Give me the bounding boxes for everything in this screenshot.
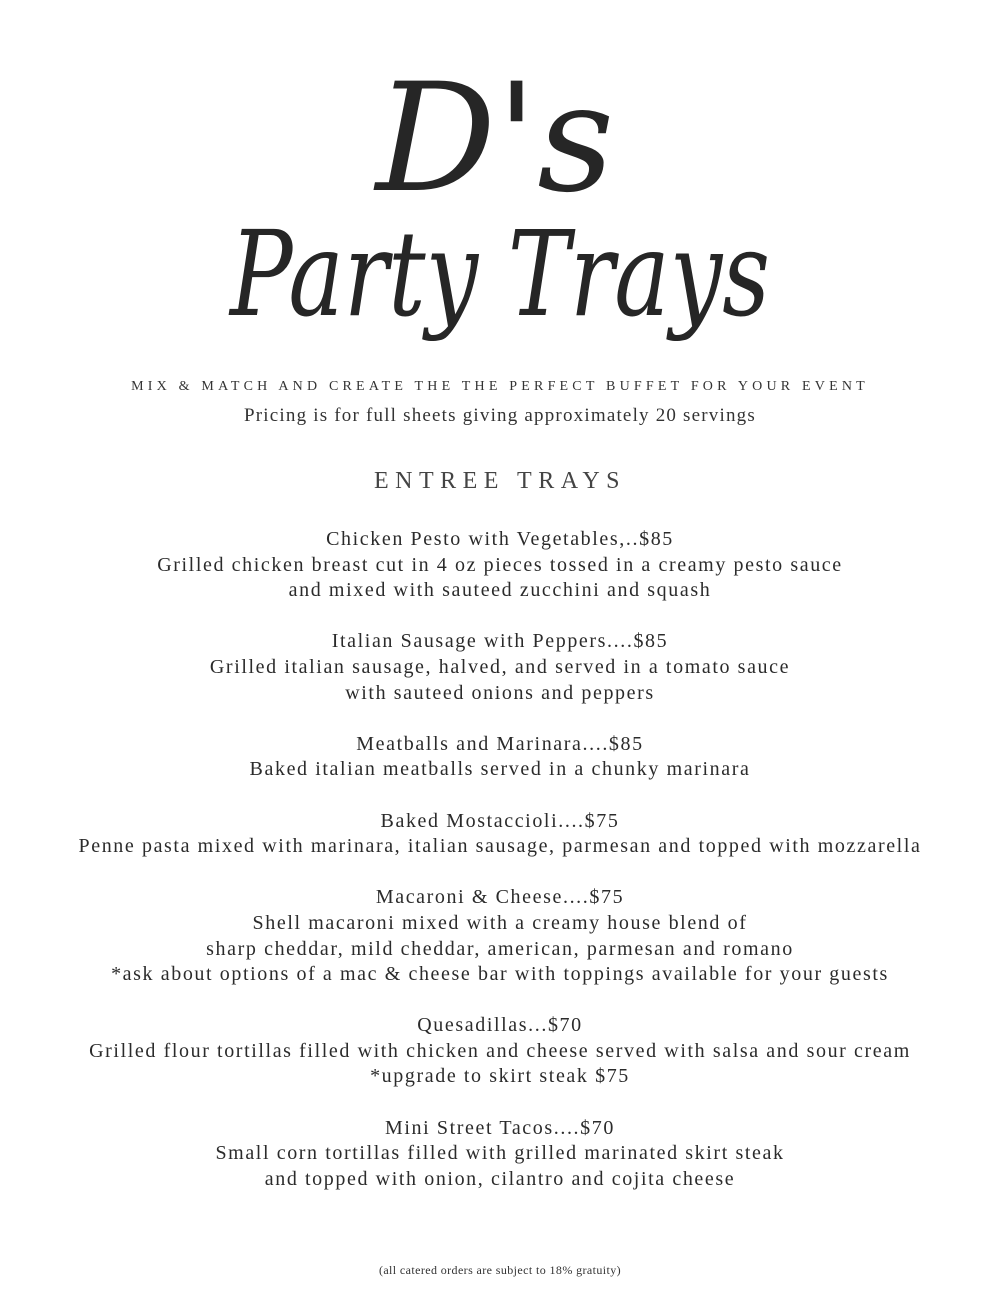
pricing-note: Pricing is for full sheets giving approximately 20 servings	[244, 405, 756, 426]
menu-item-note: *ask about options of a mac & cheese bar with toppings available for your guests	[111, 963, 889, 986]
menu-item	[0, 809, 1000, 860]
menu-item-description: Penne pasta mixed with marinara, italian sausage, parmesan and topped with mozzarella	[78, 835, 922, 858]
menu-item-title: Chicken Pesto with Vegetables,..$85	[326, 528, 674, 550]
menu-item-description: and topped with onion, cilantro and cojita cheese	[264, 1167, 736, 1190]
menu-item	[0, 885, 1000, 987]
menu-item-description: sharp cheddar, mild cheddar, american, parmesan and romano	[206, 937, 794, 960]
brand-logo	[220, 50, 780, 370]
gratuity-note: (all catered orders are subject to 18% gratuity)	[378, 1263, 622, 1277]
menu-item-description: Small corn tortillas filled with grilled marinated skirt steak	[215, 1142, 785, 1165]
menu-item-title: Quesadillas...$70	[417, 1014, 583, 1037]
menu-list	[0, 527, 1000, 1218]
menu-item-description: Shell macaroni mixed with a creamy house blend of	[252, 911, 748, 934]
menu-item-title: Baked Mostaccioli....$75	[380, 809, 620, 832]
section-title: ENTREE TRAYS	[373, 468, 627, 494]
tagline: MIX & MATCH AND CREATE THE THE PERFECT BUFFET FOR YOUR EVENT	[131, 379, 869, 394]
menu-item-title: Macaroni & Cheese....$75	[375, 886, 625, 909]
menu-item	[0, 527, 1000, 604]
menu-item-title: Meatballs and Marinara....$85	[356, 732, 644, 755]
menu-item-description: Grilled italian sausage, halved, and served in a tomato sauce	[209, 655, 791, 678]
menu-item	[0, 1013, 1000, 1090]
menu-item	[0, 629, 1000, 706]
menu-item	[0, 1116, 1000, 1193]
menu-item-description: Grilled chicken breast cut in 4 oz pieces tossed in a creamy pesto sauce	[157, 553, 843, 576]
logo-line-1: D's	[375, 52, 615, 226]
menu-item-description: and mixed with sauteed zucchini and squash	[288, 579, 712, 602]
menu-item-title: Italian Sausage with Peppers....$85	[331, 630, 669, 653]
menu-item-description: with sauteed onions and peppers	[345, 681, 655, 704]
menu-item-description: Grilled flour tortillas filled with chicken and cheese served with salsa and sour cream	[89, 1039, 911, 1062]
menu-item-note: *upgrade to skirt steak $75	[370, 1065, 630, 1088]
menu-item-title: Mini Street Tacos....$70	[385, 1116, 615, 1139]
menu-item-description: Baked italian meatballs served in a chunky marinara	[249, 758, 751, 781]
logo-line-2: Party Trays	[228, 205, 770, 343]
menu-item	[0, 732, 1000, 783]
brand-logo-graphic	[220, 50, 780, 370]
